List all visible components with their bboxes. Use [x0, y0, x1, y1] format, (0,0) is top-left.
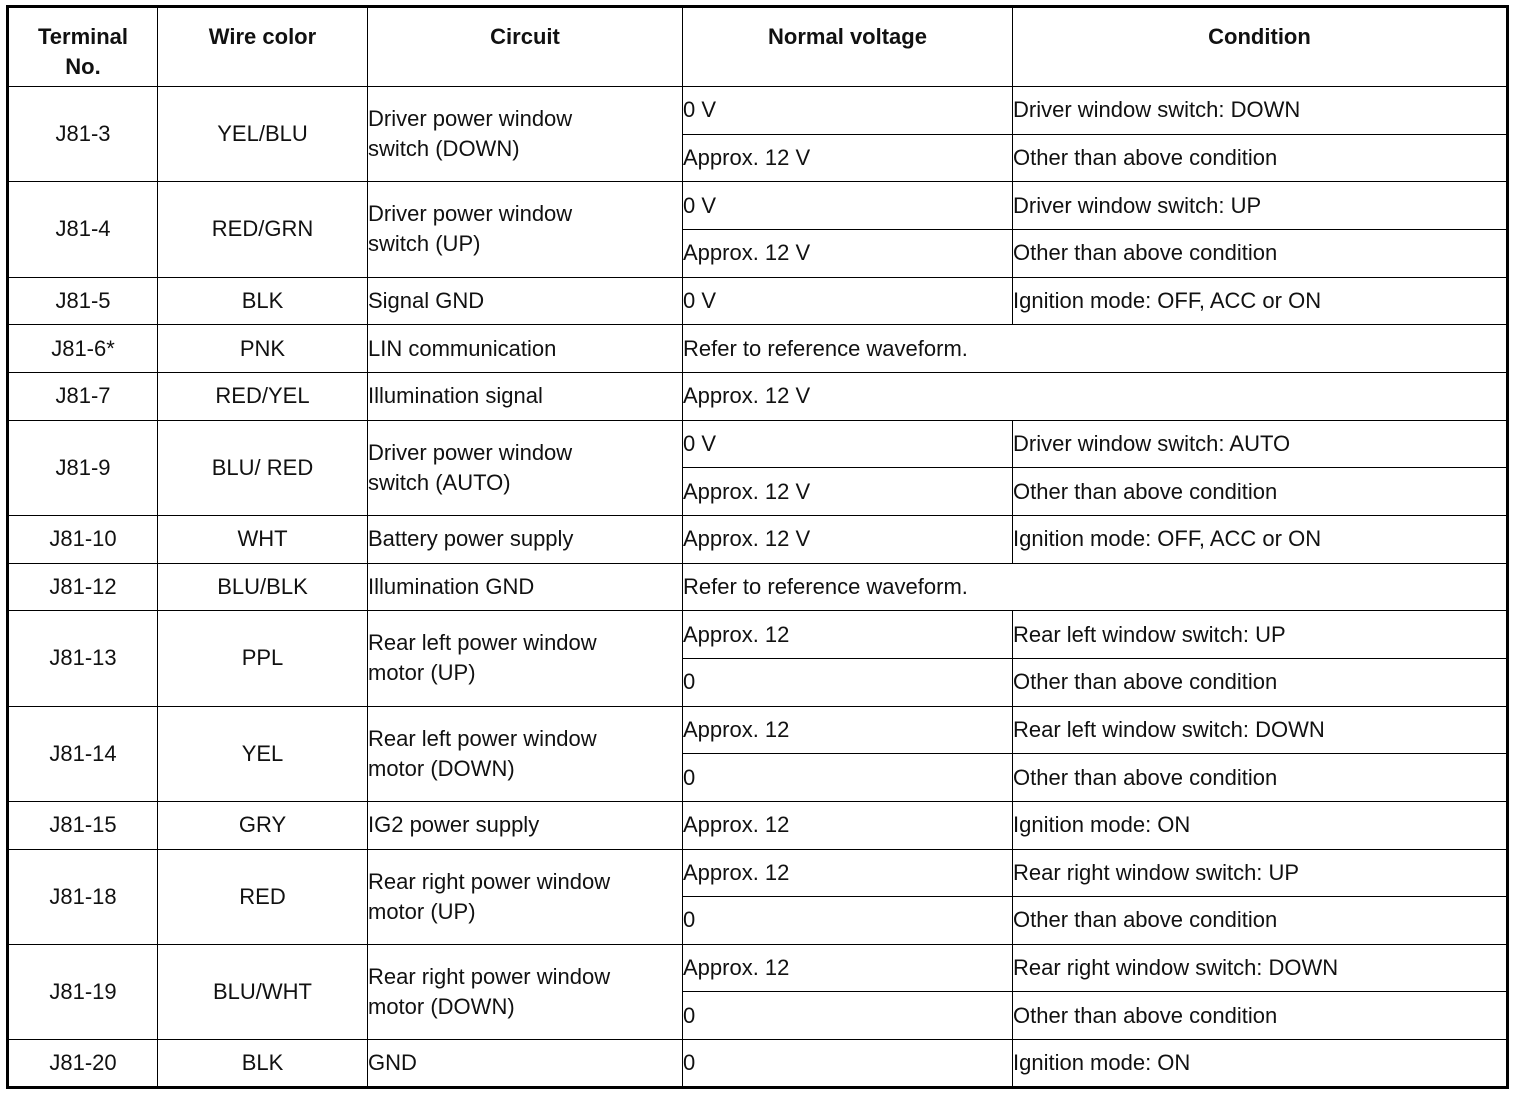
circuit-line: Rear left power window	[368, 630, 597, 656]
circuit-line: Rear right power window	[368, 868, 611, 894]
circuit-line: Rear right power window	[368, 963, 611, 989]
terminal-table	[6, 5, 1509, 1089]
circuit-line: motor (DOWN)	[368, 993, 515, 1019]
condition-cell: Ignition mode: ON	[1013, 1040, 1508, 1088]
table-row	[8, 515, 1508, 563]
voltage-cell: 0 V	[683, 182, 1013, 230]
table-row	[8, 1040, 1508, 1088]
terminal-cell: J81-18	[8, 849, 158, 944]
table-row	[8, 182, 1508, 230]
terminal-cell: J81-6*	[8, 325, 158, 373]
condition-cell: Rear right window switch: DOWN	[1013, 944, 1508, 992]
terminal-cell: J81-19	[8, 944, 158, 1039]
wire-color-cell: GRY	[158, 801, 368, 849]
wire-color-cell: RED	[158, 849, 368, 944]
table-row	[8, 611, 1508, 659]
wire-color-cell: BLK	[158, 277, 368, 325]
terminal-cell: J81-14	[8, 706, 158, 801]
header-condition: Condition	[1013, 7, 1508, 87]
circuit-cell: LIN communication	[368, 325, 683, 373]
condition-cell: Other than above condition	[1013, 992, 1508, 1040]
wire-color-cell: RED/YEL	[158, 372, 368, 420]
table-row	[8, 944, 1508, 992]
circuit-cell	[368, 87, 683, 182]
wire-color-cell: PNK	[158, 325, 368, 373]
voltage-cell: 0 V	[683, 87, 1013, 135]
table-row	[8, 801, 1508, 849]
condition-cell: Rear left window switch: UP	[1013, 611, 1508, 659]
merged-voltage-cell: Refer to reference waveform.	[683, 325, 1508, 373]
condition-cell: Rear right window switch: UP	[1013, 849, 1508, 897]
wire-color-cell: BLK	[158, 1040, 368, 1088]
condition-cell: Other than above condition	[1013, 754, 1508, 802]
condition-cell: Other than above condition	[1013, 468, 1508, 516]
terminal-cell: J81-13	[8, 611, 158, 706]
voltage-cell: Approx. 12	[683, 849, 1013, 897]
voltage-cell: 0	[683, 754, 1013, 802]
table-row	[8, 849, 1508, 897]
condition-cell: Driver window switch: UP	[1013, 182, 1508, 230]
condition-cell: Other than above condition	[1013, 897, 1508, 945]
circuit-cell: Signal GND	[368, 277, 683, 325]
voltage-cell: 0 V	[683, 420, 1013, 468]
circuit-line: motor (DOWN)	[368, 755, 515, 781]
circuit-cell: GND	[368, 1040, 683, 1088]
voltage-cell: 0 V	[683, 277, 1013, 325]
merged-voltage-cell: Refer to reference waveform.	[683, 563, 1508, 611]
wire-color-cell: WHT	[158, 515, 368, 563]
voltage-cell: 0	[683, 658, 1013, 706]
voltage-cell: Approx. 12	[683, 944, 1013, 992]
terminal-cell: J81-10	[8, 515, 158, 563]
circuit-line: switch (DOWN)	[368, 136, 520, 162]
circuit-cell	[368, 944, 683, 1039]
voltage-cell: Approx. 12 V	[683, 134, 1013, 182]
table-row	[8, 372, 1508, 420]
header-row	[8, 7, 1508, 87]
circuit-cell	[368, 611, 683, 706]
table-row	[8, 87, 1508, 135]
condition-cell: Driver window switch: DOWN	[1013, 87, 1508, 135]
circuit-line: Driver power window	[368, 106, 573, 132]
condition-cell: Rear left window switch: DOWN	[1013, 706, 1508, 754]
header-terminal	[8, 7, 158, 87]
voltage-cell: Approx. 12 V	[683, 515, 1013, 563]
condition-cell: Ignition mode: OFF, ACC or ON	[1013, 277, 1508, 325]
circuit-cell: IG2 power supply	[368, 801, 683, 849]
condition-cell: Driver window switch: AUTO	[1013, 420, 1508, 468]
circuit-line: motor (UP)	[368, 898, 476, 924]
header-circuit: Circuit	[368, 7, 683, 87]
table-row	[8, 563, 1508, 611]
condition-cell: Other than above condition	[1013, 229, 1508, 277]
wire-color-cell: PPL	[158, 611, 368, 706]
circuit-line: switch (UP)	[368, 231, 481, 257]
header-wire-color: Wire color	[158, 7, 368, 87]
wire-color-cell: BLU/BLK	[158, 563, 368, 611]
circuit-cell: Illumination GND	[368, 563, 683, 611]
circuit-cell: Illumination signal	[368, 372, 683, 420]
table-row	[8, 420, 1508, 468]
wire-color-cell: BLU/ RED	[158, 420, 368, 515]
header-terminal-line1: Terminal	[37, 24, 129, 49]
table-row	[8, 277, 1508, 325]
terminal-cell: J81-20	[8, 1040, 158, 1088]
circuit-line: Driver power window	[368, 439, 573, 465]
voltage-cell: Approx. 12 V	[683, 468, 1013, 516]
voltage-cell: Approx. 12 V	[683, 229, 1013, 277]
circuit-line: Rear left power window	[368, 725, 597, 751]
condition-cell: Other than above condition	[1013, 658, 1508, 706]
table-row	[8, 325, 1508, 373]
circuit-cell	[368, 706, 683, 801]
wire-color-cell: YEL/BLU	[158, 87, 368, 182]
voltage-cell: Approx. 12	[683, 611, 1013, 659]
terminal-cell: J81-15	[8, 801, 158, 849]
voltage-cell: 0	[683, 992, 1013, 1040]
circuit-cell	[368, 182, 683, 277]
circuit-line: motor (UP)	[368, 660, 476, 686]
circuit-line: switch (AUTO)	[368, 469, 511, 495]
voltage-cell: Approx. 12	[683, 801, 1013, 849]
voltage-cell: 0	[683, 1040, 1013, 1088]
terminal-cell: J81-4	[8, 182, 158, 277]
wire-color-cell: YEL	[158, 706, 368, 801]
condition-cell: Ignition mode: OFF, ACC or ON	[1013, 515, 1508, 563]
terminal-cell: J81-9	[8, 420, 158, 515]
merged-voltage-cell: Approx. 12 V	[683, 372, 1508, 420]
condition-cell: Ignition mode: ON	[1013, 801, 1508, 849]
voltage-cell: 0	[683, 897, 1013, 945]
header-terminal-line2: No.	[65, 54, 101, 79]
circuit-cell: Battery power supply	[368, 515, 683, 563]
voltage-cell: Approx. 12	[683, 706, 1013, 754]
table-row	[8, 706, 1508, 754]
circuit-cell	[368, 420, 683, 515]
header-normal-voltage: Normal voltage	[683, 7, 1013, 87]
circuit-line: Driver power window	[368, 201, 573, 227]
wire-color-cell: RED/GRN	[158, 182, 368, 277]
circuit-cell	[368, 849, 683, 944]
terminal-cell: J81-5	[8, 277, 158, 325]
wire-color-cell: BLU/WHT	[158, 944, 368, 1039]
terminal-cell: J81-12	[8, 563, 158, 611]
terminal-cell: J81-3	[8, 87, 158, 182]
terminal-cell: J81-7	[8, 372, 158, 420]
condition-cell: Other than above condition	[1013, 134, 1508, 182]
